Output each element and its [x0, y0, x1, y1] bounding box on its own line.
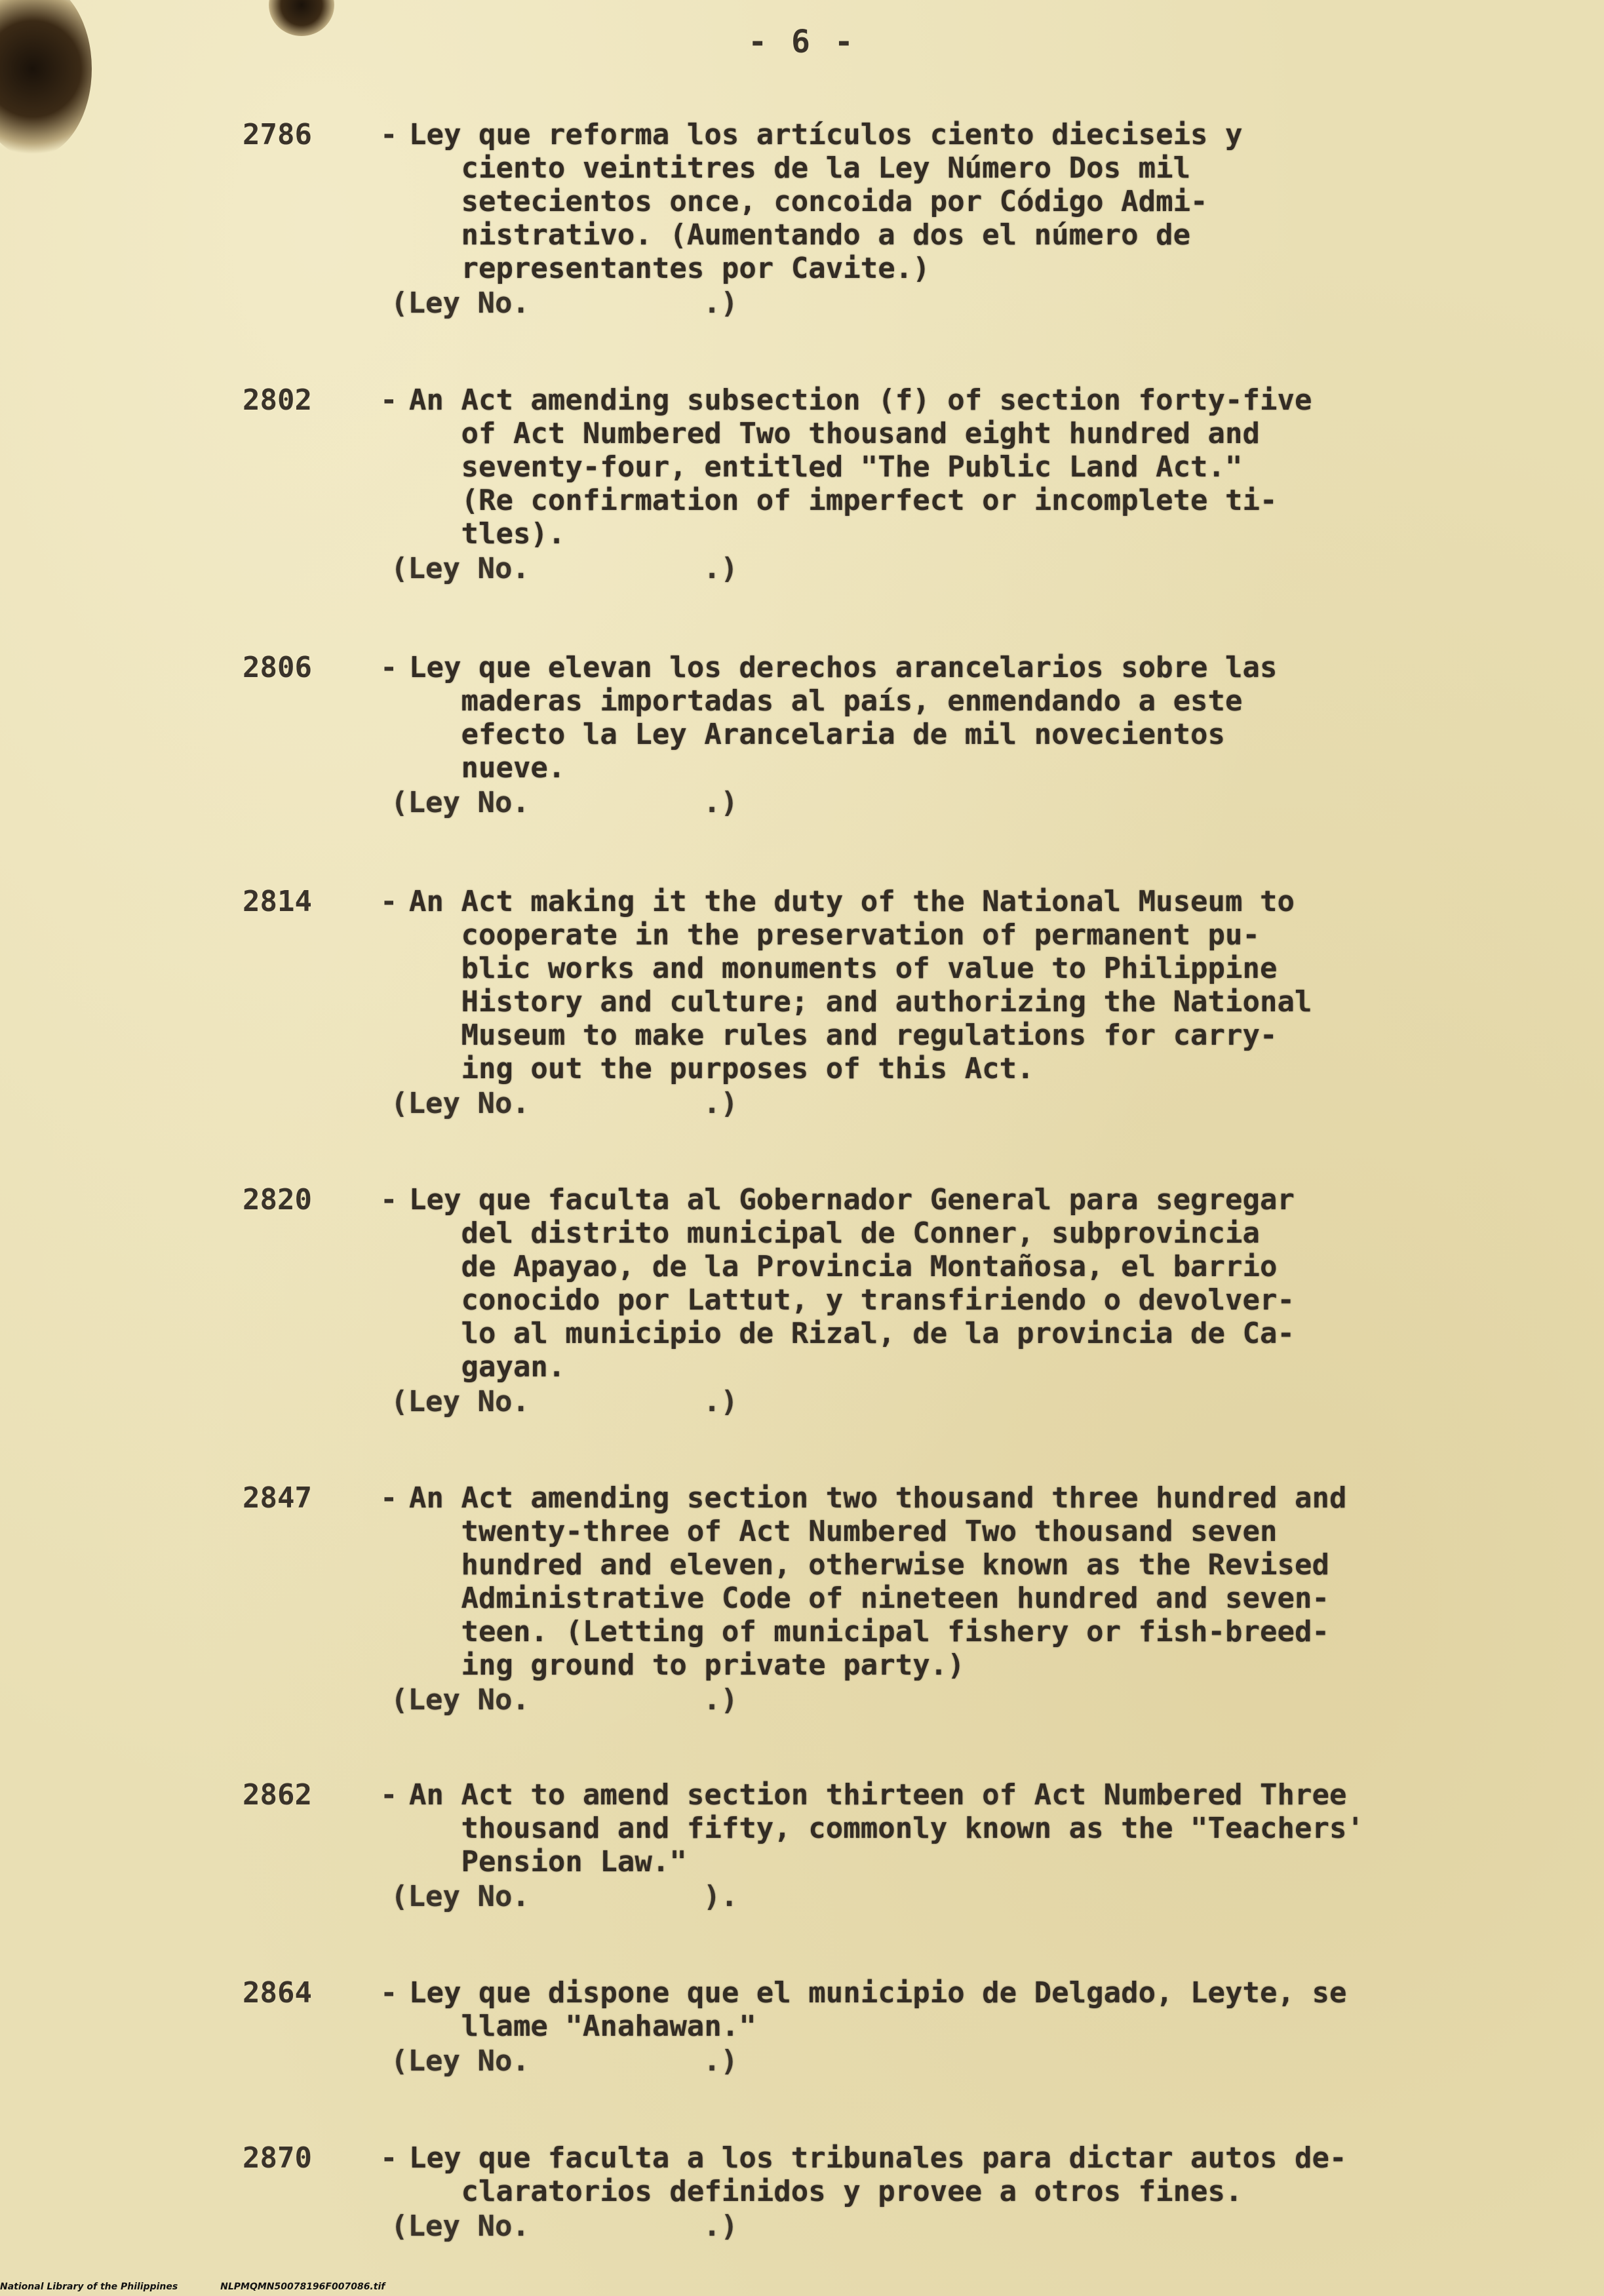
archive-footer: [0, 2282, 918, 2292]
dash: -: [380, 651, 398, 684]
bill-description: Ley que reforma los artículos ciento dieciseis y ciento veintitres de la Ley Número Dos mil setecientos once, concoida por Código Admi- nistrativo. (Aumentando a dos el número de representantes por Cavite.): [409, 118, 1243, 285]
bill-description: Ley que dispone que el municipio de Delgado, Leyte, se llame "Anahawan.": [409, 1976, 1347, 2043]
bill-entry: [243, 383, 1540, 586]
dash: -: [380, 1778, 398, 1812]
bill-number: 2864: [243, 1976, 312, 2010]
file-id: NLPMQMN50078196F007086.tif: [220, 2282, 385, 2292]
dash: -: [380, 1183, 398, 1216]
page-number: - 6 -: [748, 24, 856, 60]
bill-entry: [243, 1183, 1540, 1419]
library-name: National Library of the Philippines: [0, 2282, 178, 2292]
ley-number: (Ley No. .): [391, 2044, 738, 2078]
bill-number: 2786: [243, 118, 312, 151]
dash: -: [380, 118, 398, 151]
bill-number: 2802: [243, 383, 312, 417]
ley-number: (Ley No. .): [391, 1683, 738, 1717]
bill-entry: [243, 1481, 1540, 1717]
bill-entry: [243, 885, 1540, 1121]
bill-entry: [243, 2141, 1540, 2244]
dash: -: [380, 2141, 398, 2175]
dash: -: [380, 1976, 398, 2010]
ley-number: (Ley No. .): [391, 552, 738, 585]
bill-number: 2806: [243, 651, 312, 684]
bill-description: Ley que faculta al Gobernador General para segregar del distrito municipal de Conner, subprovincia de Apayao, de la Provincia Montañosa, el barrio conocido por Lattut, y transfiriendo o devolver- lo al municipio de Rizal, de la provincia de Ca- gayan.: [409, 1183, 1295, 1384]
bill-entry: [243, 651, 1540, 820]
bill-description: Ley que faculta a los tribunales para dictar autos de- claratorios definidos y provee a otros fines.: [409, 2141, 1347, 2208]
dash: -: [380, 885, 398, 918]
ley-number: (Ley No. .): [391, 786, 738, 819]
bill-entry: [243, 1976, 1540, 2078]
bill-description: Ley que elevan los derechos arancelarios sobre las maderas importadas al país, enmendando a este efecto la Ley Arancelaria de mil novecientos nueve.: [409, 651, 1278, 785]
bill-number: 2862: [243, 1778, 312, 1812]
bill-entry: [243, 1778, 1540, 1914]
ley-number: (Ley No. .): [391, 1385, 738, 1418]
dash: -: [380, 1481, 398, 1515]
ley-number: (Ley No. .): [391, 286, 738, 320]
bill-description: An Act to amend section thirteen of Act Numbered Three thousand and fifty, commonly known as the "Teachers' Pension Law.": [409, 1778, 1364, 1878]
bill-number: 2820: [243, 1183, 312, 1216]
bill-description: An Act making it the duty of the National Museum to cooperate in the preservation of permanent pu- blic works and monuments of value to Philippine History and culture; and authorizing the National Museum to make rules and regulations for carry- ing out the purposes of this Act.: [409, 885, 1312, 1085]
dash: -: [380, 383, 398, 417]
bill-description: An Act amending subsection (f) of section forty-five of Act Numbered Two thousand eight hundred and seventy-four, entitled "The Public Land Act." (Re confirmation of imperfect or incomplete ti- tles).: [409, 383, 1312, 551]
ley-number: (Ley No. .): [391, 1087, 738, 1120]
bill-number: 2814: [243, 885, 312, 918]
bill-number: 2847: [243, 1481, 312, 1515]
ley-number: (Ley No. .): [391, 2209, 738, 2243]
bill-entry: [243, 118, 1540, 321]
bill-number: 2870: [243, 2141, 312, 2175]
bill-description: An Act amending section two thousand three hundred and twenty-three of Act Numbered Two thousand seven hundred and eleven, otherwise known as the Revised Administrative Code of nineteen hundred and seven- teen. (Letting of municipal fishery or fish-breed- ing ground to private party.): [409, 1481, 1347, 1682]
ley-number: (Ley No. ).: [391, 1880, 738, 1913]
